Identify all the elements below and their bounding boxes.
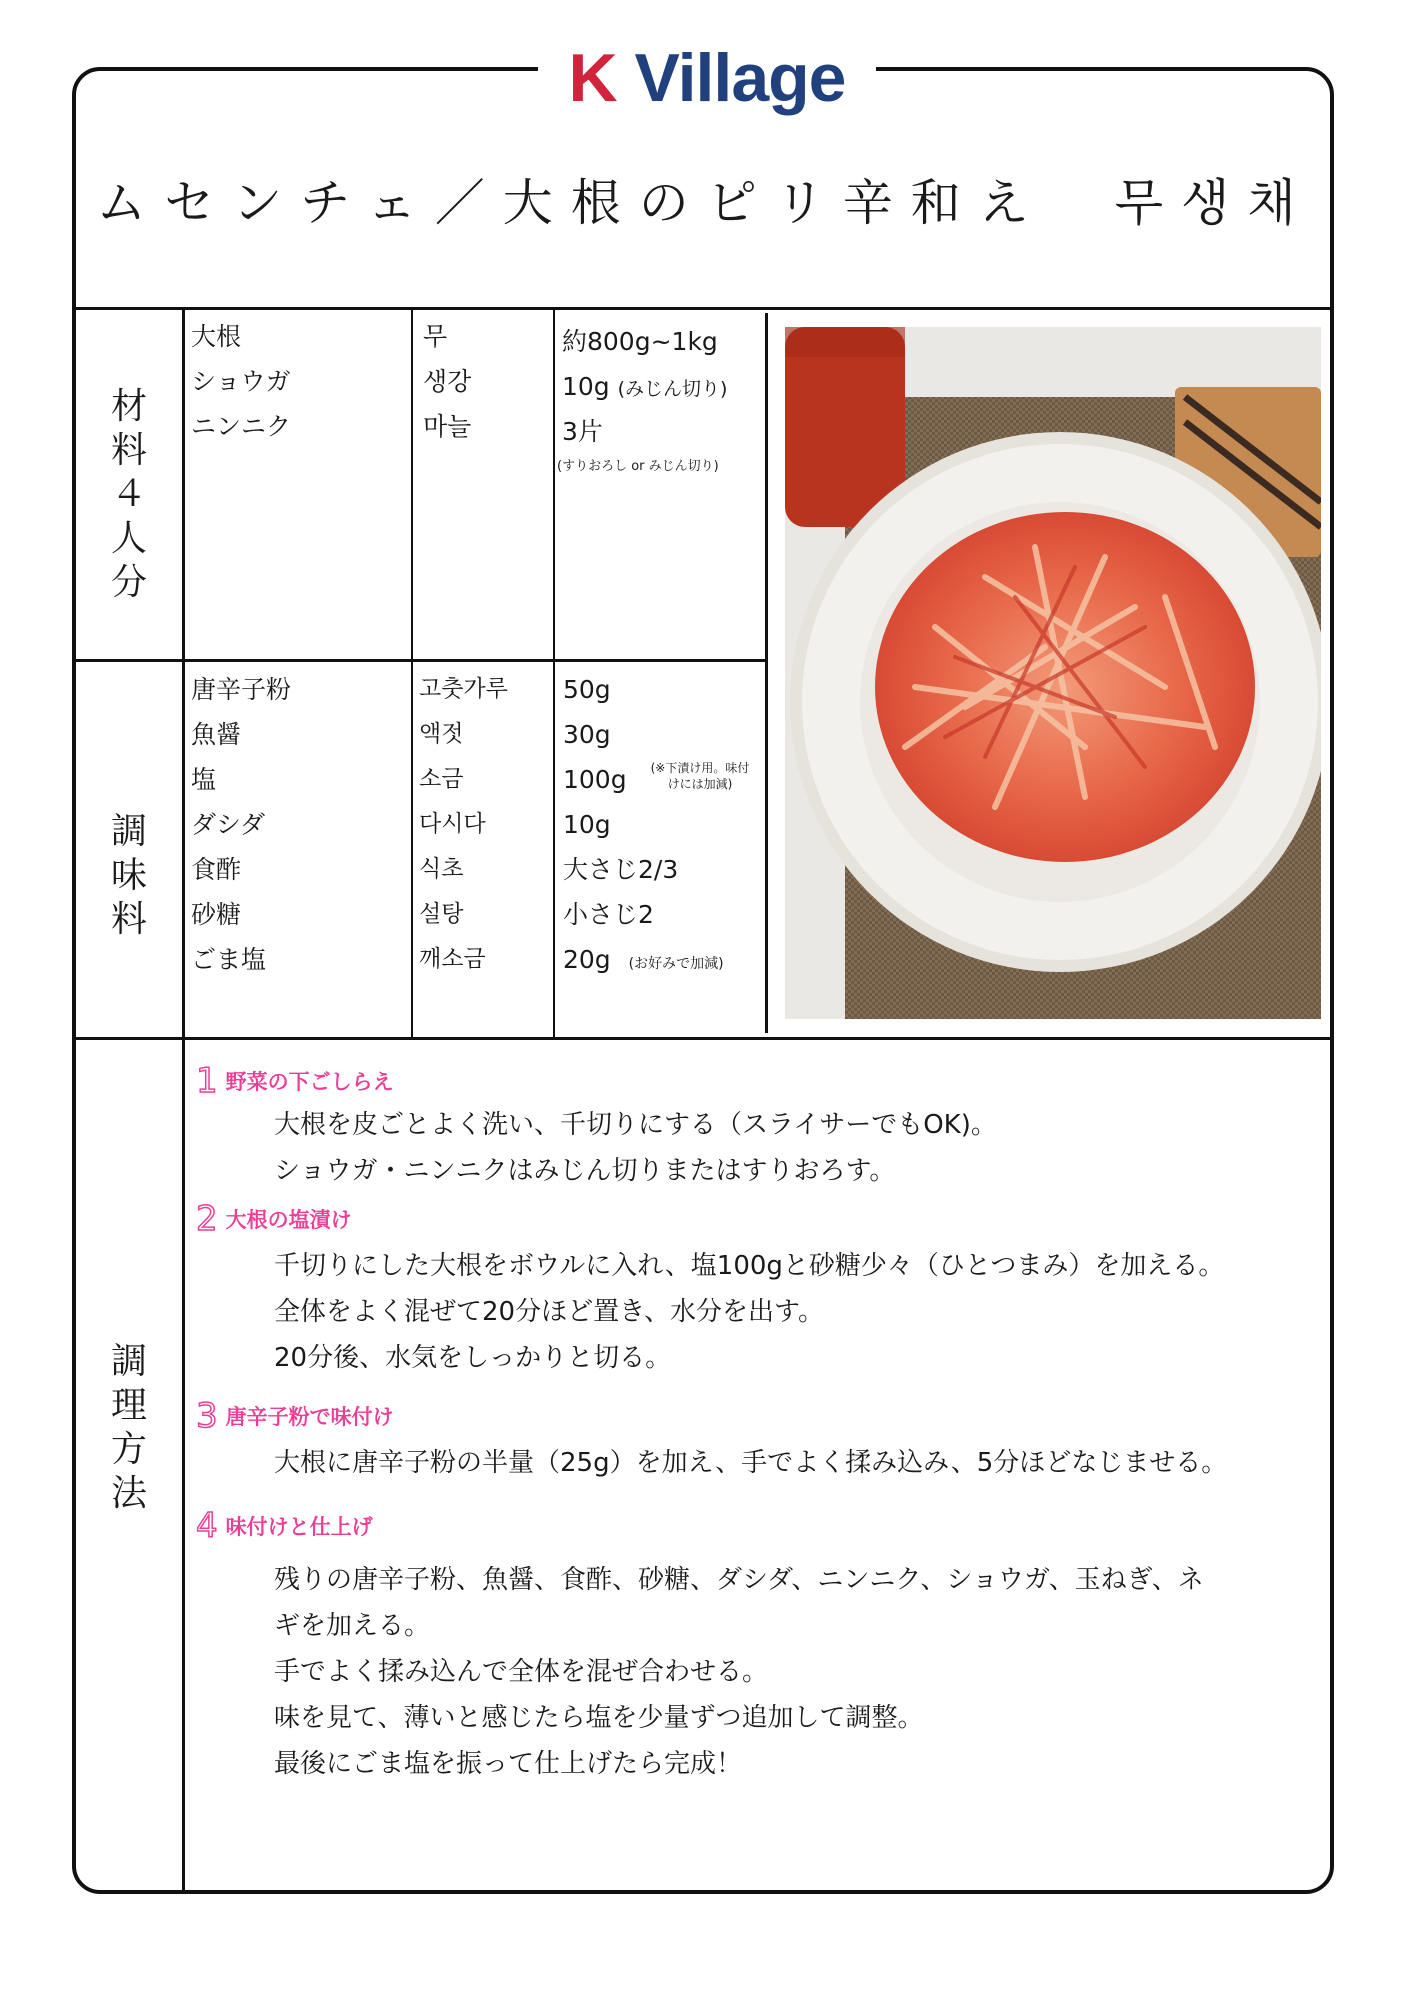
step-3-heading bbox=[196, 1396, 394, 1436]
ingredient-amount: 3片 bbox=[562, 417, 603, 446]
seasoning-ko: 설탕 bbox=[419, 901, 464, 927]
label-column-divider bbox=[182, 307, 185, 1892]
seasoning-ko: 다시다 bbox=[419, 811, 486, 837]
ingredients-ja-column bbox=[191, 314, 291, 449]
seasoning-ja: 魚醤 bbox=[191, 720, 242, 749]
step-number: 3 bbox=[196, 1396, 218, 1436]
step-line: 手でよく揉み込んで全体を混ぜ合わせる。 bbox=[274, 1657, 769, 1687]
seasonings-ko-column bbox=[419, 667, 508, 982]
ingredients-label: 材料４人分 bbox=[110, 386, 147, 603]
seasoning-note: (お好みで加減) bbox=[628, 956, 724, 972]
step-1-heading bbox=[196, 1061, 394, 1101]
step-2-body bbox=[274, 1243, 1314, 1381]
ingredient-ja: ニンニク bbox=[191, 412, 292, 441]
step-4-heading bbox=[196, 1506, 373, 1546]
seasoning-ko: 액젓 bbox=[419, 721, 464, 747]
title-divider bbox=[74, 307, 1332, 310]
amount-column-divider bbox=[553, 307, 555, 1037]
ingredient-amount: 10g bbox=[562, 372, 610, 401]
seasoning-ko: 고춧가루 bbox=[419, 676, 508, 702]
ingredient-ko: 무 bbox=[423, 322, 448, 351]
ingredient-ja: ショウガ bbox=[191, 367, 291, 396]
step-line: 大根に唐辛子粉の半量（25g）を加え、手でよく揉み込み、5分ほどなじませる。 bbox=[274, 1448, 1228, 1478]
step-line: 大根を皮ごとよく洗い、千切りにする（スライサーでもOK)。 bbox=[274, 1110, 997, 1140]
ingredients-amount-column bbox=[562, 319, 727, 454]
step-number: 1 bbox=[196, 1061, 218, 1101]
seasoning-amount: 20g bbox=[563, 945, 611, 974]
step-line: 残りの唐辛子粉、魚醤、食酢、砂糖、ダシダ、ニンニク、ショウガ、玉ねぎ、ネ bbox=[274, 1565, 1204, 1595]
ingredients-divider bbox=[74, 659, 767, 662]
seasoning-ja: ダシダ bbox=[191, 810, 266, 839]
ingredient-note: (すりおろし or みじん切り) bbox=[557, 459, 719, 474]
seasoning-amount: 大さじ2/3 bbox=[563, 855, 679, 884]
dish-photo bbox=[785, 327, 1321, 1019]
dish-photo-illustration bbox=[785, 327, 1321, 1019]
step-line: 味を見て、薄いと感じたら塩を少量ずつ追加して調整。 bbox=[274, 1703, 924, 1733]
seasoning-note: (※下漬け用。味付けには加減) bbox=[650, 761, 750, 791]
step-line: 最後にごま塩を振って仕上げたら完成！ bbox=[274, 1749, 743, 1779]
seasoning-amount: 小さじ2 bbox=[563, 900, 654, 929]
ingredient-amount: 約800g~1kg bbox=[562, 327, 718, 356]
step-title: 味付けと仕上げ bbox=[225, 1515, 373, 1539]
seasoning-amount: 30g bbox=[563, 720, 611, 749]
ingredient-ko: 생강 bbox=[423, 367, 472, 396]
ingredient-ko: 마늘 bbox=[423, 412, 472, 441]
seasoning-ja: 食酢 bbox=[191, 855, 242, 884]
seasoning-amount: 10g bbox=[563, 810, 611, 839]
ingredients-ko-column bbox=[423, 314, 471, 449]
step-line: 全体をよく混ぜて20分ほど置き、水分を出す。 bbox=[274, 1297, 824, 1327]
korean-column-divider bbox=[411, 307, 413, 1037]
step-4-body bbox=[274, 1557, 1314, 1787]
method-divider bbox=[74, 1037, 1332, 1040]
step-line: ギを加える。 bbox=[274, 1611, 431, 1641]
seasoning-ko: 소금 bbox=[419, 766, 464, 792]
seasoning-ja: 塩 bbox=[191, 765, 217, 794]
step-title: 野菜の下ごしらえ bbox=[225, 1070, 394, 1094]
ingredient-note: (みじん切り) bbox=[617, 378, 728, 400]
step-line: 千切りにした大根をボウルに入れ、塩100gと砂糖少々（ひとつまみ）を加える。 bbox=[274, 1251, 1225, 1281]
step-number: 2 bbox=[196, 1199, 218, 1239]
method-label: 調理方法 bbox=[110, 1341, 147, 1514]
step-1-body bbox=[274, 1102, 1314, 1194]
step-2-heading bbox=[196, 1199, 352, 1239]
step-3-body bbox=[274, 1440, 1314, 1486]
seasoning-ko: 식초 bbox=[419, 856, 464, 882]
step-title: 唐辛子粉で味付け bbox=[225, 1405, 394, 1429]
seasoning-amount: 100g bbox=[563, 765, 627, 794]
ingredient-ja: 大根 bbox=[191, 322, 242, 351]
seasoning-ja: 砂糖 bbox=[191, 900, 242, 929]
seasoning-ja: ごま塩 bbox=[191, 945, 267, 974]
step-number: 4 bbox=[196, 1506, 218, 1546]
k-village-logo: K Village bbox=[538, 38, 876, 118]
step-line: 20分後、水気をしっかりと切る。 bbox=[274, 1343, 672, 1373]
seasonings-amount-column bbox=[563, 667, 724, 982]
seasonings-ja-column bbox=[191, 667, 291, 982]
seasoning-amount: 50g bbox=[563, 675, 611, 704]
step-line: ショウガ・ニンニクはみじん切りまたはすりおろす。 bbox=[274, 1156, 896, 1186]
seasonings-label: 調味料 bbox=[110, 811, 147, 940]
photo-divider bbox=[765, 313, 768, 1033]
seasoning-ko: 깨소금 bbox=[419, 946, 486, 972]
step-title: 大根の塩漬け bbox=[225, 1208, 352, 1232]
seasoning-ja: 唐辛子粉 bbox=[191, 675, 292, 704]
recipe-title: ムセンチェ／大根のピリ辛和え 무생채 bbox=[96, 174, 1314, 232]
